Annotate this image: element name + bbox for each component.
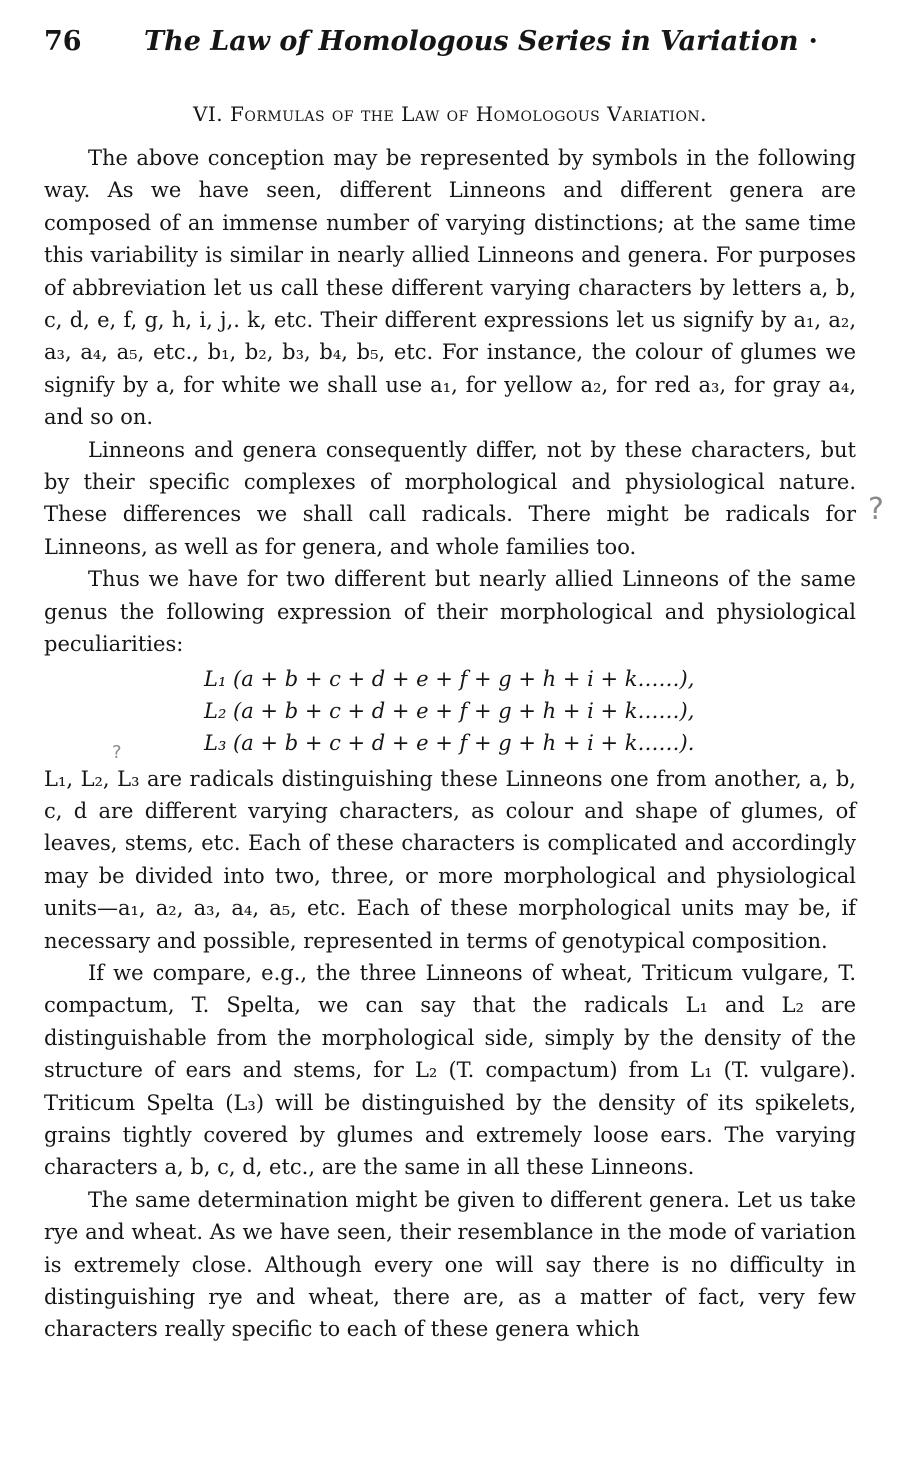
paragraph-4: L₁, L₂, L₃ are radicals distinguishing these Linneons one from another, a, b, c, d are different varying characters, as colour and shape of glumes, of leaves, stems, etc. Each of these characters is complicated and accordingly may be divided into two, three, or more morphological and physiological units—a₁, a₂, a₃, a₄, a₅, etc. Each of these morphological units may be, if necessary and possible, represented in terms of genotypical composition. <box>44 766 856 953</box>
formula-line-2: L₂ (a + b + c + d + e + f + g + h + i + k……), <box>204 698 695 723</box>
running-title: The Law of Homologous Series in Variation <box>144 26 799 57</box>
paragraph-2: Linneons and genera consequently differ, not by these characters, but by their specific complexes of morphological and physiological nature. These differences we shall call radicals. There might be radicals for Linneons, as well as for genera, and whole families too. <box>44 437 856 559</box>
section-title: VI. Formulas of the Law of Homologous Variation. <box>192 102 708 126</box>
paragraph-3: Thus we have for two different but nearly allied Linneons of the same genus the following expression of their morphological and physiological peculiarities: <box>44 567 856 657</box>
margin-question-mark: ? <box>868 492 884 527</box>
document-page <box>44 26 856 1346</box>
paragraph-6: The same determination might be given to different genera. Let us take rye and wheat. As we have seen, their resemblance in the mode of variation is extremely close. Although every one will say there is no difficulty in distinguishing rye and wheat, there are, as a matter of fact, very few characters really specific to each of these genera which <box>44 1187 856 1342</box>
page-header <box>44 26 856 74</box>
formula-block <box>44 663 856 759</box>
formula-line-1: L₁ (a + b + c + d + e + f + g + h + i + k……), <box>204 666 695 691</box>
paragraph-5: If we compare, e.g., the three Linneons of wheat, Triticum vulgare, T. compactum, T. Spelta, we can say that the radicals L₁ and L₂ are distinguishable from the morphological side, simply by the density of the structure of ears and stems, for L₂ (T. compactum) from L₁ (T. vulgare). Triticum Spelta (L₃) will be distinguished by the density of its spikelets, grains tightly covered by glumes and extremely loose ears. The varying characters a, b, c, d, etc., are the same in all these Linneons. <box>44 960 856 1180</box>
margin-pencil-mark: ? <box>112 742 122 763</box>
page-number: 76 <box>44 26 82 57</box>
header-dot: · <box>808 26 818 57</box>
formula-line-3: L₃ (a + b + c + d + e + f + g + h + i + k……). <box>204 730 695 755</box>
paragraph-1: The above conception may be represented by symbols in the following way. As we have seen, different Linneons and different genera are composed of an immense number of varying distinctions; at the same time this variability is similar in nearly allied Linneons and genera. For purposes of abbreviation let us call these different varying characters by letters a, b, c, d, e, f, g, h, i, j,. k, etc. Their different expressions let us signify by a₁, a₂, a₃, a₄, a₅, etc., b₁, b₂, b₃, b₄, b₅, etc. For instance, the colour of glumes we signify by a, for white we shall use a₁, for yellow a₂, for red a₃, for gray a₄, and so on. <box>44 146 856 430</box>
